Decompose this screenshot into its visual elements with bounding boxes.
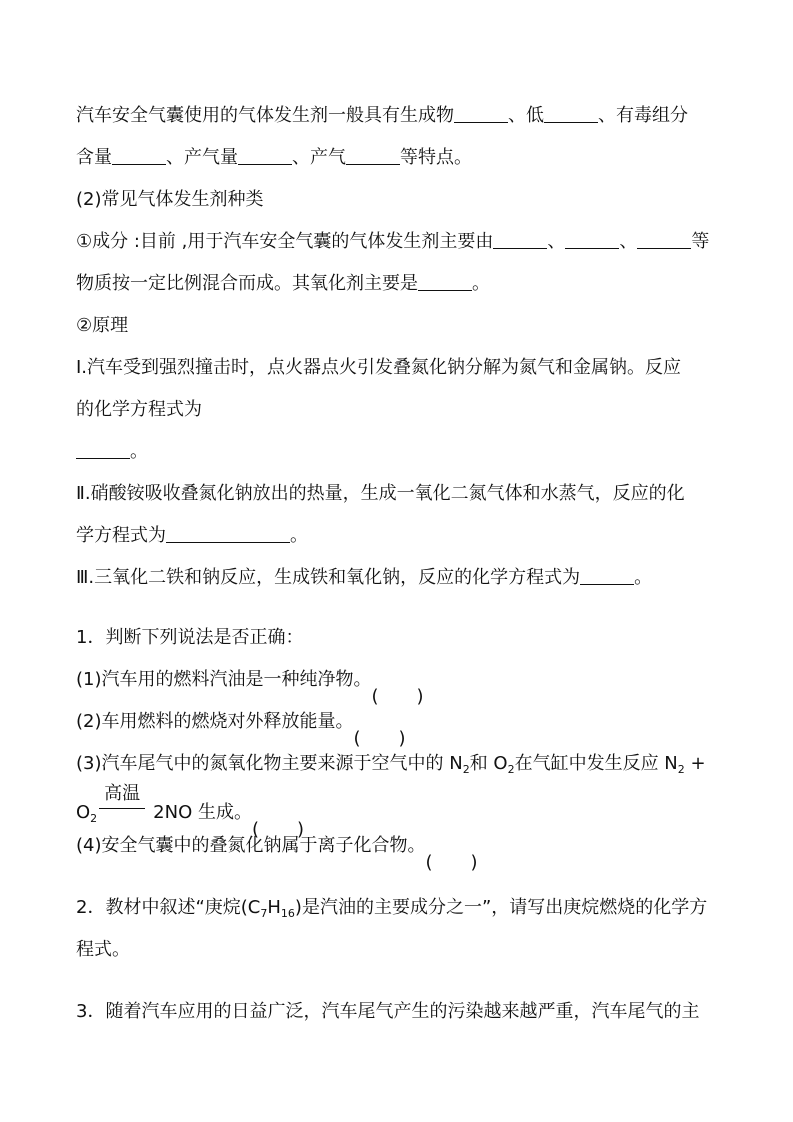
q1-statement-2: (2)车用燃料的燃烧对外释放能量。 ( )	[76, 711, 406, 749]
question-2-line-1: 2．教材中叙述“庚烷$(C_7H_{16})$是汽油的主要成分之一”，请写出庚烷燃烧的化学方	[76, 897, 708, 920]
text-line-8: 的化学方程式为	[76, 399, 202, 420]
answer-blank[interactable]	[580, 566, 634, 585]
text-line-4: ①成分 :目前 ,用于汽车安全气囊的气体发生剂主要由 、 、 等	[76, 231, 710, 252]
text-line-10: Ⅱ.硝酸铵吸收叠氮化钠放出的热量，生成一氧化二氮气体和水蒸气，反应的化	[76, 483, 685, 504]
answer-blank[interactable]	[166, 524, 236, 543]
answer-blank[interactable]	[112, 146, 166, 165]
answer-blank[interactable]	[418, 272, 472, 291]
question-3-line-1: 3．随着汽车应用的日益广泛，汽车尾气产生的污染越来越严重，汽车尾气的主	[76, 1001, 700, 1022]
answer-blank[interactable]	[637, 230, 691, 249]
text-line-9: 。	[76, 440, 148, 464]
question-2-line-2: 程式。	[76, 939, 130, 960]
subsection-heading: (2)常见气体发生剂种类	[76, 189, 264, 210]
answer-blank[interactable]	[346, 146, 400, 165]
q1-statement-3-cont: $O_2$ 高温 2NO 生成。 ( )	[76, 783, 304, 840]
reaction-condition-arrow	[99, 783, 145, 820]
text-line-11: 学方程式为 。	[76, 525, 308, 546]
answer-blank[interactable]	[493, 230, 547, 249]
answer-blank[interactable]	[565, 230, 619, 249]
answer-blank[interactable]	[238, 146, 292, 165]
q1-statement-1: (1)汽车用的燃料汽油是一种纯净物。 ( )	[76, 669, 424, 707]
text-line-12: Ⅲ.三氧化二铁和钠反应，生成铁和氧化钠，反应的化学方程式为 。	[76, 567, 653, 588]
text-line-2: 含量 、产气量 、产气 等特点。	[76, 147, 472, 168]
text-line-1: 汽车安全气囊使用的气体发生剂一般具有生成物 、低 、有毒组分	[76, 105, 688, 126]
answer-blank[interactable]	[76, 440, 130, 459]
text-line-5: 物质按一定比例混合而成。其氧化剂主要是 。	[76, 273, 490, 294]
text-line-7: Ⅰ.汽车受到强烈撞击时，点火器点火引发叠氮化钠分解为氮气和金属钠。反应	[76, 357, 682, 378]
reaction-condition: 高温	[104, 783, 141, 804]
subsection-heading: ②原理	[76, 315, 129, 336]
question-1-stem: 1．判断下列说法是否正确：	[76, 627, 304, 648]
q1-statement-4: (4)安全气囊中的叠氮化钠属于离子化合物。 ( )	[76, 835, 478, 873]
answer-blank[interactable]	[236, 524, 290, 543]
answer-blank[interactable]	[544, 104, 598, 123]
q1-statement-3: (3)汽车尾气中的氮氧化物主要来源于空气中的 $N_2$和 $O_2$在气缸中发生反应 $N_2$ +	[76, 753, 706, 776]
answer-blank[interactable]	[454, 104, 508, 123]
